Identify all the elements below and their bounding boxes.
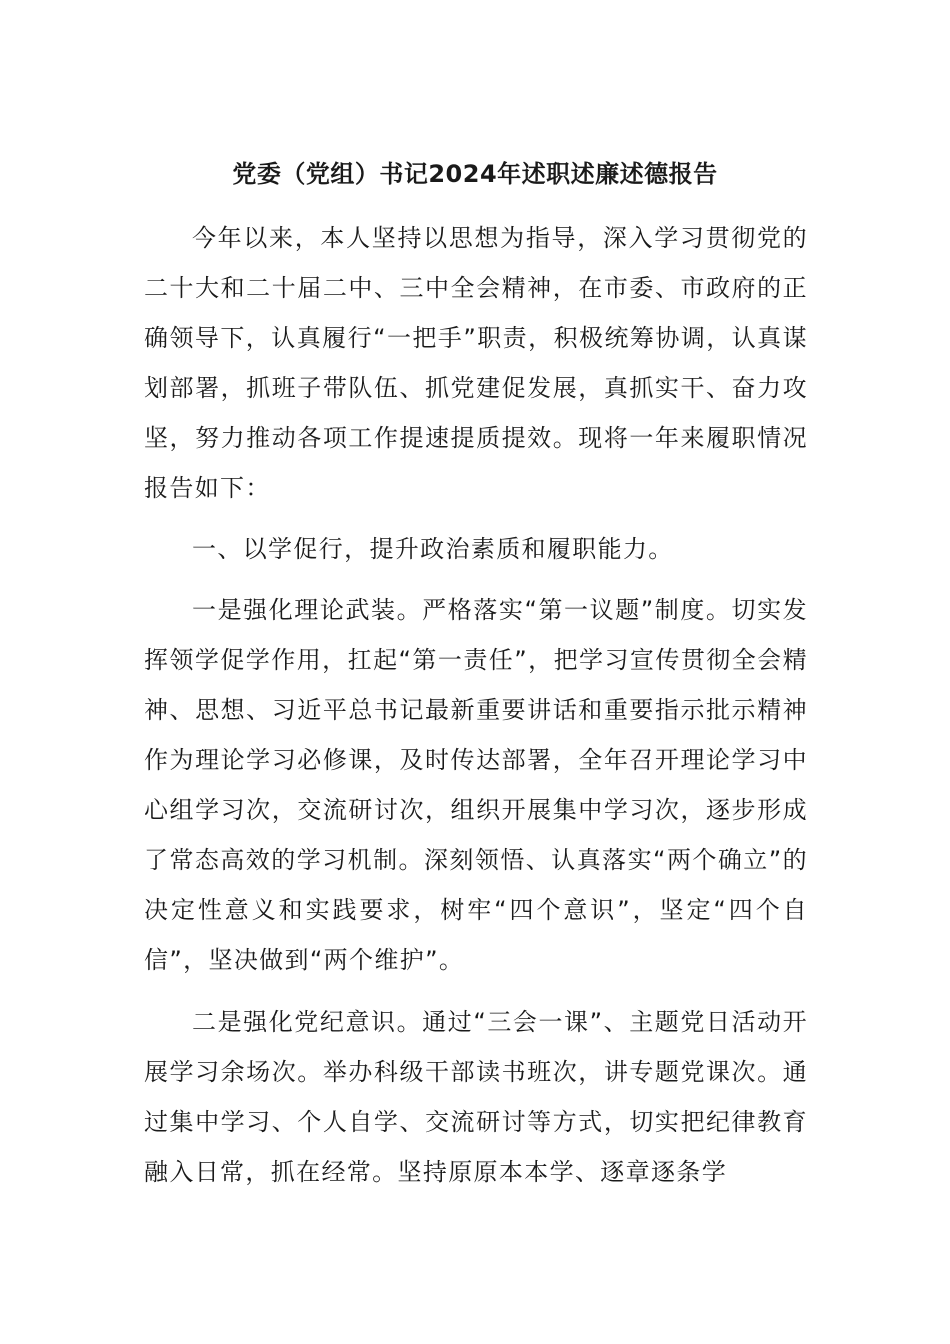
paragraph-text: 二是强化党纪意识。通过“三会一课”、主题党日活动开展学习余场次。举办科级干部读书班次，讲专题党课次。通过集中学习、个人自学、交流研讨等方式，切实把纪律教育融入日常，抓在经常。坚持原原本本学、逐章逐条学 — [144, 1008, 808, 1186]
paragraph-text: 一是强化理论武装。严格落实“第一议题”制度。切实发挥领学促学作用，扛起“第一责任”，把学习宣传贯彻全会精神、思想、习近平总书记最新重要讲话和重要指示批示精神作为理论学习必修课，及时传达部署，全年召开理论学习中心组学习次，交流研讨次，组织开展集中学习次，逐步形成了常态高效的学习机制。深刻领悟、认真落实“两个确立”的决定性意义和实践要求，树牢“四个意识”，坚定“四个自信”，坚决做到“两个维护”。 — [144, 596, 808, 974]
paragraph-intro — [144, 213, 808, 513]
document-title: 党委（党组）书记2024年述职述廉述德报告 — [232, 160, 718, 188]
paragraph-theory-study — [144, 585, 808, 985]
section-heading-text: 一、以学促行，提升政治素质和履职能力。 — [192, 535, 674, 563]
paragraph-discipline — [144, 997, 808, 1197]
section-heading-1 — [144, 524, 808, 574]
paragraph-text: 今年以来，本人坚持以思想为指导，深入学习贯彻党的二十大和二十届二中、三中全会精神，在市委、市政府的正确领导下，认真履行“一把手”职责，积极统筹协调，认真谋划部署，抓班子带队伍、抓党建促发展，真抓实干、奋力攻坚，努力推动各项工作提速提质提效。现将一年来履职情况报告如下： — [144, 224, 808, 502]
